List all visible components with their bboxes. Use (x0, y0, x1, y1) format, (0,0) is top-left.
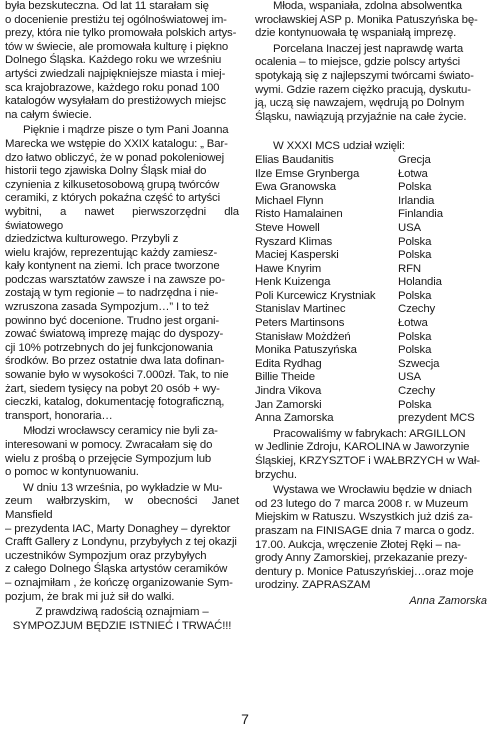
paragraph-announcement: W dniu 13 września, po wykładzie w Mu- zeum wałbrzyskim, w obecności Janet Mansfield – prezydenta IAC, Marty Donaghey – dyrektor Crafft Gallery z Londynu, przybyłych z tej okazji uczestników Sympozjum oraz przybyłych z całego Dolnego Śląska artystów ceramików – oznajmiłam , że kończę organizowanie Sym- pozjum, że brak mi już sił do walki. (5, 481, 239, 603)
participant-country: Irlandia (398, 194, 435, 207)
participant-country: RFN (398, 262, 421, 275)
participant-name: Edita Rydhag (255, 357, 322, 370)
participant-name: Peters Martinsons (255, 317, 345, 330)
participant-name: Jindra Vikova (255, 385, 322, 398)
participant-country: Polska (398, 344, 432, 357)
participant-row (255, 263, 487, 277)
participant-country: Polska (398, 289, 432, 302)
paragraph-exhibition: Wystawa we Wrocławiu będzie w dniach od 23 lutego do 7 marca 2008 r. w Muzeum Miejskim w Ratuszu. Wszystkich już dziś za- praszam na FINISAGE dnia 7 marca o godz. 17.00. Aukcja, wręczenie Złotej Ręki – na- grody Anny Zamorskiej, przekazanie prezy- dentury p. Monice Patuszyńskiej…oraz moje urodziny. ZAPRASZAM (255, 484, 475, 592)
participant-name: Billie Theide (255, 371, 315, 384)
participant-country: Holandia (398, 276, 442, 289)
participant-name: Anna Zamorska (255, 412, 334, 425)
participant-country: Polska (398, 330, 432, 343)
participant-country: Polska (398, 249, 432, 262)
participant-row (255, 290, 487, 304)
participant-row (255, 168, 487, 182)
closing-line: Z prawdziwą radością oznajmiam – (35, 606, 209, 619)
participant-country: prezydent MCS (398, 412, 475, 425)
paragraph-successor: Młoda, wspaniała, zdolna absolwentka wrocławskiej ASP p. Monika Patuszyńska bę- dzie kontynuowała tę wspaniałą imprezę. (255, 0, 478, 40)
participant-name: Monika Patuszyńska (255, 344, 357, 357)
participant-country: Łotwa (398, 317, 428, 330)
participant-name: Henk Kuizenga (255, 276, 331, 289)
participant-name: Stanisław Możdżeń (255, 330, 351, 343)
participant-name: Michael Flynn (255, 194, 324, 207)
participant-country: USA (398, 221, 421, 234)
participant-name: Maciej Kasperski (255, 249, 339, 262)
left-column (5, 0, 239, 635)
participant-row (255, 412, 487, 426)
closing-exclamation: SYMPOZJUM BĘDZIE ISTNIEĆ I TRWAĆ!!! (12, 619, 232, 632)
paragraph-factories: Pracowaliśmy w fabrykach: ARGILLON w Jedlinie Zdroju, KAROLINA w Jaworzynie Śląskiej, KRZYSZTOF i WAŁBRZYCH w Wał- brzychu. (255, 427, 480, 481)
participant-country: Łotwa (398, 167, 428, 180)
paragraph-intro: była bezskuteczna. Od lat 11 starałam się o docenienie prestiżu tej ogólnoświatowej im- prezy, która nie tylko promowała polskich artys- tów w świecie, ale promowała kulturę i piękno Dolnego Śląska. Każdego roku we wrześniu artyści zwiedzali najpiękniejsze miasta i miej- sca krajobrazowe, każdego roku ponad 100 katalogów wysyłałam do prestiżowych miejsc na całym świecie. (5, 0, 237, 121)
participant-name: Risto Hamalainen (255, 208, 343, 221)
paragraph-quote: Pięknie i mądrze pisze o tym Pani Joanna Marecka we wstępie do XXIX katalogu: „ Bar- dzo łatwo obliczyć, że w ponad pokoleniowej historii tego zjawiska Dolny Śląsk miał do czynienia z kilkusetosobową grupą twórców ceramiki, z których pokaźna część to artyści wybitni, a nawet pierwszorzędni dla światowego dziedzictwa kulturowego. Przybyli z wielu krajów, reprezentując każdy zamiesz- kały kontynent na ziemi. Ich prace tworzone podczas warsztatów zawsze i na zawsze po- zostają w tym regionie – to nadrzędna i nie- wzruszona zasada Sympozjum…” I to też powinno być docenione. Trudno jest organi- zować światową imprezę mając do dyspozy- cji 10% potrzebnych do jej funkcjonowania środków. Bo przez ostatnie dwa lata dofinan- sowanie było w wysokości 7.000zł. Tak, to nie żart, siedem tysięcy na pobyt 20 osób + wy- cieczki, katalog, dokumentację fotograficzną, transport, honoraria… (5, 124, 239, 422)
participant-row (255, 344, 487, 358)
participant-country: Finlandia (398, 208, 443, 221)
participant-row (255, 208, 487, 222)
participant-row (255, 249, 487, 263)
paragraph-porcelain: Porcelana Inaczej jest naprawdę warta ocalenia – to miejsce, gdzie polscy artyści spotykają się z najlepszymi twórcami świato- wymi. Gdzie razem ciężko pracują, dyskutu- ją, uczą się nawzajem, wędrują po Dolnym Śląsku, nawiązują przyjaźnie na całe życie. (255, 42, 474, 123)
participant-name: Ilze Emse Grynberga (255, 167, 360, 180)
paragraph-young-ceramists: Młodzi wrocławscy ceramicy nie byli za- interesowani w pomocy. Zwracałam się do wielu z prośbą o przejęcie Sympozjum lub o pomoc w kontynuowaniu. (5, 425, 218, 479)
participant-country: Szwecja (398, 357, 440, 370)
participant-name: Steve Howell (255, 221, 320, 234)
participant-country: Czechy (398, 303, 436, 316)
participant-name: Hawe Knyrim (255, 262, 322, 275)
participant-country: USA (398, 371, 421, 384)
participant-row (255, 303, 487, 317)
participant-row (255, 276, 487, 290)
participant-row (255, 195, 487, 209)
participant-name: Ryszard Klimas (255, 235, 333, 248)
participant-country: Polska (398, 398, 432, 411)
participant-name: Elias Baudanitis (255, 153, 334, 166)
participant-row (255, 371, 487, 385)
participants-list (255, 154, 487, 426)
participant-name: Jan Zamorski (255, 398, 322, 411)
participants-heading: W XXXI MCS udział wzięli: (273, 140, 405, 153)
participant-country: Polska (398, 235, 432, 248)
participant-name: Poli Kurcewicz Krystniak (255, 289, 376, 302)
right-column (255, 0, 487, 607)
participant-row (255, 331, 487, 345)
participant-row (255, 154, 487, 168)
participant-row (255, 317, 487, 331)
participant-row (255, 236, 487, 250)
participant-row (255, 385, 487, 399)
participant-row (255, 222, 487, 236)
page-number: 7 (241, 711, 249, 727)
author-signature: Anna Zamorska (409, 594, 487, 607)
participant-country: Polska (398, 181, 432, 194)
participant-row (255, 358, 487, 372)
participant-row (255, 399, 487, 413)
participant-name: Ewa Granowska (255, 181, 336, 194)
participant-name: Stanislav Martinec (255, 303, 346, 316)
participant-country: Czechy (398, 385, 436, 398)
participant-row (255, 181, 487, 195)
participant-country: Grecja (398, 153, 431, 166)
